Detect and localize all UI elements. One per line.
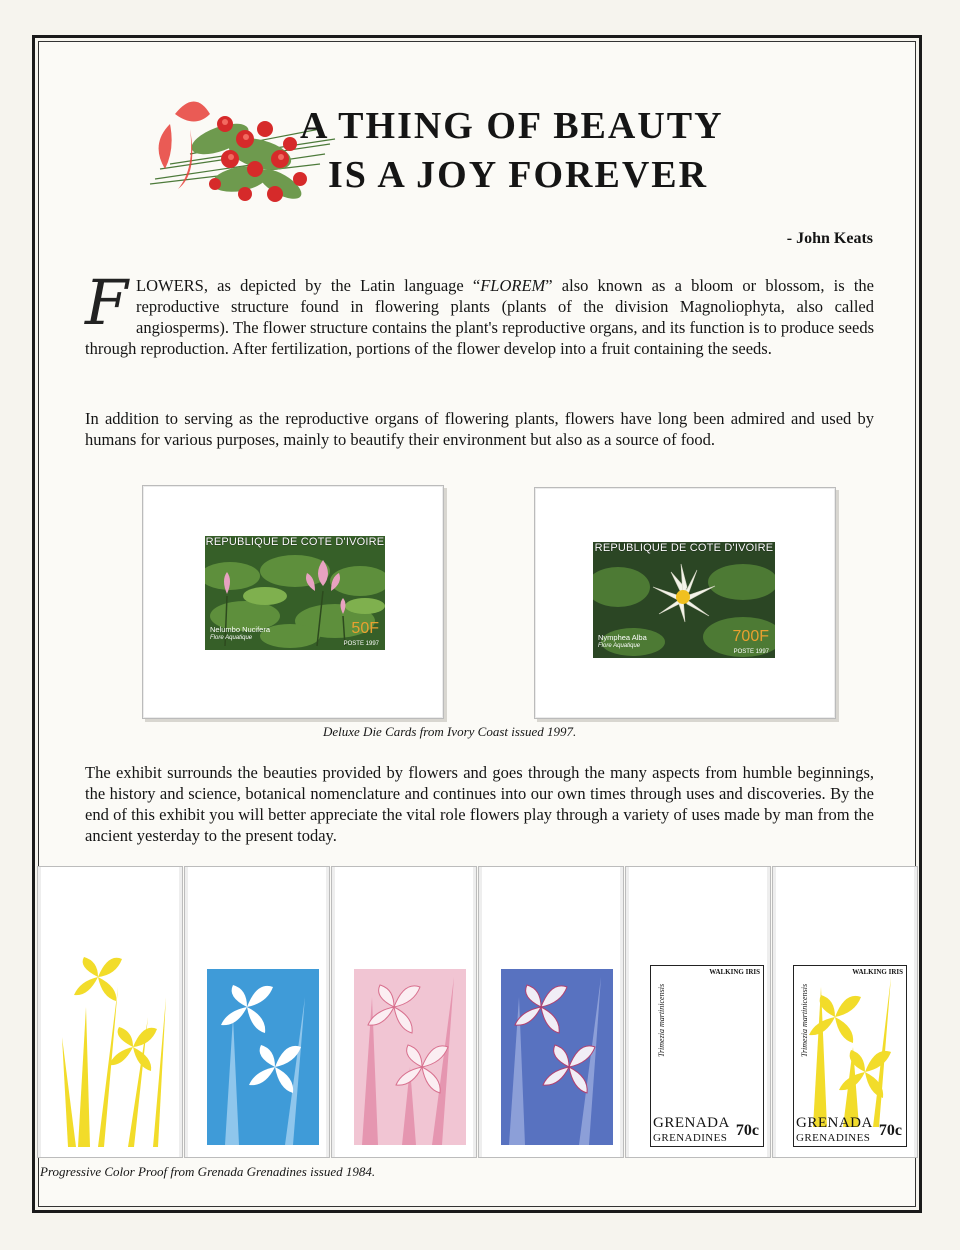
iris-blue-image xyxy=(479,867,623,1157)
stamp-nelumbo xyxy=(205,536,385,650)
stamp-latin-name: Trimezia martinicensis xyxy=(657,983,667,1058)
proof-magenta xyxy=(331,866,477,1158)
die-cards-caption: Deluxe Die Cards from Ivory Coast issued 1997. xyxy=(323,724,577,739)
grenada-stamp-frame xyxy=(793,965,907,1147)
proof-yellow xyxy=(37,866,183,1158)
stamp-country: GRENADA xyxy=(796,1115,873,1131)
iris-yellow-image xyxy=(38,867,182,1157)
proof-composite xyxy=(772,866,918,1158)
die-card-nymphea xyxy=(534,487,836,719)
stamp-latin-name: Trimezia martinicensis xyxy=(800,983,810,1058)
grenada-stamp-frame xyxy=(650,965,764,1147)
stamp-subtitle: Flore Aquatique xyxy=(598,643,641,649)
stamp-subtitle: GRENADINES xyxy=(653,1132,728,1144)
exhibit-paragraph: The exhibit surrounds the beauties provided by flowers and goes through the many aspects from humble beginnings, the history and science, botanical nomenclature and continues into our own times through uses and discoveries. By the end of this exhibit you will better appreciate the vital role flowers play through a variety of uses made by man from the ancient yesterday to the present today. xyxy=(85,763,874,845)
proof-blue xyxy=(478,866,624,1158)
stamp-value: 700F xyxy=(732,628,769,645)
stamp-value: 50F xyxy=(351,620,379,637)
stamp-flower-label: WALKING IRIS xyxy=(852,968,903,976)
title-line-2: IS A JOY FOREVER xyxy=(328,154,709,196)
stamp-value: 70c xyxy=(735,1122,759,1139)
stamp-country: REPUBLIQUE DE COTE D'IVOIRE xyxy=(205,536,385,548)
proofs-caption: Progressive Color Proof from Grenada Grenadines issued 1984. xyxy=(40,1164,376,1179)
proof-cyan xyxy=(184,866,330,1158)
stamp-poste: POSTE 1997 xyxy=(343,641,379,647)
die-card-nelumbo xyxy=(142,485,444,719)
stamp-flower-name: Nymphea Alba xyxy=(598,633,647,642)
page-title xyxy=(300,102,820,200)
intro-paragraph xyxy=(85,266,874,359)
iris-magenta-image xyxy=(332,867,476,1157)
intro-latin-word: FLOREM xyxy=(480,276,546,295)
stamp-nymphea xyxy=(593,542,775,658)
intro-lead-text: LOWERS, as depicted by the Latin language “ xyxy=(136,276,481,295)
quote-attribution: - John Keats xyxy=(786,230,873,247)
intro-rest-text: ” also known as a bloom or blossom, is the reproductive structure found in flowering plants (plants of the division Magnoliophyta, also called angiosperms). The flower structure contains the plant's reproductive organs, and its function is to produce seeds through reproduction. After fertilization, portions of the flower develop into a fruit containing the seeds. xyxy=(85,276,874,358)
stamp-poste: POSTE 1997 xyxy=(733,649,769,655)
stamp-country: GRENADA xyxy=(653,1115,730,1131)
second-paragraph: In addition to serving as the reproductive organs of flowering plants, flowers have long been admired and used by humans for various purposes, mainly to beautify their environment but also as a source of food. xyxy=(85,409,874,449)
title-line-1: A THING OF BEAUTY xyxy=(300,105,724,147)
stamp-flower-label: WALKING IRIS xyxy=(709,968,760,976)
stamp-flower-name: Nelumbo Nucifera xyxy=(210,625,271,634)
stamp-subtitle: GRENADINES xyxy=(796,1132,871,1144)
stamp-value: 70c xyxy=(878,1122,902,1139)
stamp-subtitle: Flore Aquatique xyxy=(210,635,253,641)
drop-cap: F xyxy=(85,266,129,339)
stamp-country: REPUBLIQUE DE COTE D'IVOIRE xyxy=(594,542,774,554)
proof-black-frame xyxy=(625,866,771,1158)
iris-cyan-image xyxy=(185,867,329,1157)
